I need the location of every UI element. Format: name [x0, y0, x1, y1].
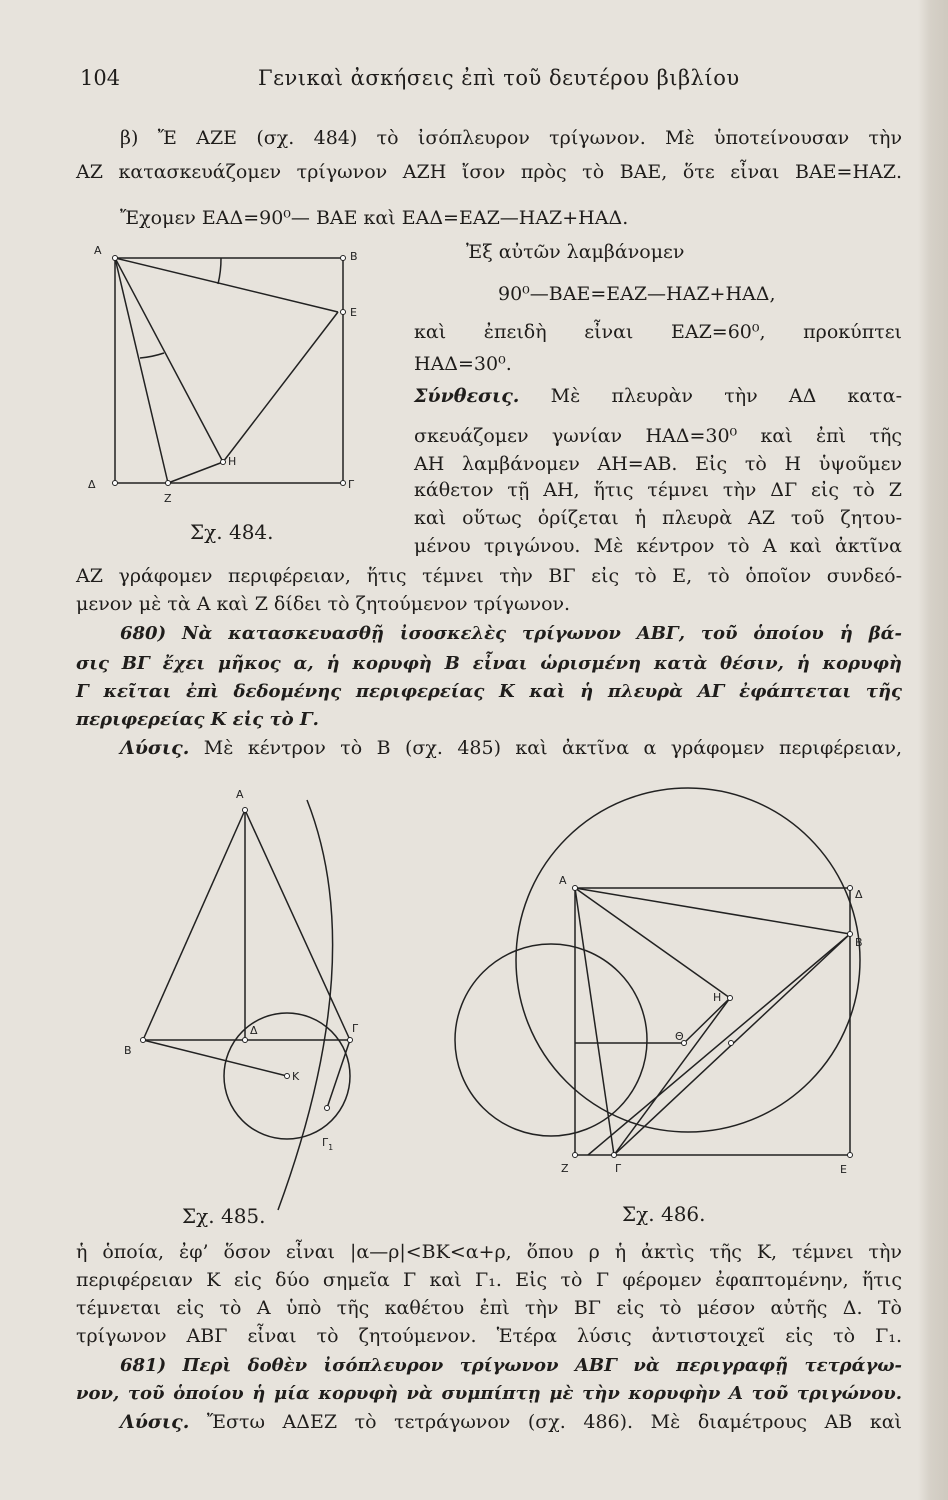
square-shape — [115, 258, 343, 483]
label-H: Η — [713, 991, 722, 1004]
label-B: Β — [855, 936, 863, 949]
text-line: τρίγωνον ΑΒΓ εἶναι τὸ ζητούμενον. Ἑτέρα λύσις ἀντιστοιχεῖ εἰς τὸ Γ₁. — [76, 1325, 902, 1347]
problem-680-line: περιφερείας Κ εἰς τὸ Γ. — [76, 709, 319, 730]
text-line: 90⁰—ΒΑΕ=ΕΑΖ—ΗΑΖ+ΗΑΔ, — [498, 283, 776, 305]
text-line: Λύσις. Μὲ κέντρον τὸ Β (σχ. 485) καὶ ἀκτῖνα α γράφομεν περιφέρειαν, — [120, 737, 902, 759]
text-line: καὶ οὕτως ὁρίζεται ἡ πλευρὰ ΑΖ τοῦ ζητου- — [414, 507, 902, 529]
text-line: ΑΗ λαμβάνομεν ΑΗ=ΑΒ. Εἰς τὸ Η ὑψοῦμεν — [414, 453, 902, 475]
label-E: Ε — [840, 1163, 847, 1176]
text-line: μενον μὲ τὰ Α καὶ Ζ δίδει τὸ ζητούμενον τρίγωνον. — [76, 593, 571, 615]
segment-AB — [575, 888, 850, 934]
label-Z: Ζ — [164, 492, 172, 505]
side-AB — [143, 810, 245, 1040]
segment-AH — [115, 258, 223, 462]
circle-AB — [516, 788, 860, 1132]
angle-arc — [218, 258, 221, 284]
text-line: τέμνεται εἰς τὸ Α ὑπὸ τῆς καθέτου ἐπὶ τὴν ΒΓ εἰς τὸ μέσον αὐτῆς Δ. Τὸ — [76, 1297, 902, 1319]
text-line: σκευάζομεν γωνίαν ΗΑΔ=30⁰ καὶ ἐπὶ τῆς — [414, 425, 902, 447]
text-line: κάθετον τῇ ΑΗ, ἥτις τέμνει τὴν ΔΓ εἰς τὸ Ζ — [414, 479, 902, 501]
label-E: Ε — [350, 306, 357, 319]
segment-HE — [223, 312, 338, 462]
caption-fig-484: Σχ. 484. — [190, 520, 274, 544]
problem-680-line: 680) Νὰ κατασκευασθῇ ἰσοσκελὲς τρίγωνον ΑΒΓ, τοῦ ὁποίου ἡ βά- — [120, 623, 902, 644]
problem-680-line: Γ κεῖται ἐπὶ δεδομένης περιφερείας Κ καὶ ἡ πλευρὰ ΑΓ ἐφάπτεται τῆς — [76, 681, 902, 702]
text-line: Σύνθεσις. Μὲ πλευρὰν τὴν ΑΔ κατα- — [414, 385, 902, 407]
caption-fig-485: Σχ. 485. — [182, 1204, 266, 1228]
text-line: περιφέρειαν Κ εἰς δύο σημεῖα Γ καὶ Γ₁. Εἰς τὸ Γ φέρομεν ἐφαπτομένην, ἥτις — [76, 1269, 902, 1291]
segment-BK — [143, 1040, 287, 1076]
angle-arc — [140, 353, 164, 358]
segment-AE — [115, 258, 338, 312]
text-line: μένου τριγώνου. Μὲ κέντρον τὸ Α καὶ ἀκτῖνα — [414, 535, 902, 557]
segment-AZ — [115, 258, 168, 483]
segment-AG — [575, 888, 614, 1155]
text-line: ΑΖ κατασκευάζομεν τρίγωνον ΑΖΗ ἴσον πρὸς τὸ ΒΑΕ, ὅτε εἶναι ΒΑΕ=ΗΑΖ. — [76, 161, 902, 183]
label-G: Γ — [352, 1022, 359, 1035]
page-edge — [918, 0, 948, 1500]
side-AG — [245, 810, 350, 1040]
segment-ZH — [168, 462, 223, 483]
text-line: Λύσις. Ἔστω ΑΔΕΖ τὸ τετράγωνον (σχ. 486). Μὲ διαμέτρους ΑΒ καὶ — [120, 1411, 902, 1433]
label-G: Γ — [615, 1162, 622, 1175]
figure-486 — [455, 760, 875, 1200]
text-line: Ἔχομεν ΕΑΔ=90⁰— ΒΑΕ καὶ ΕΑΔ=ΕΑΖ—ΗΑΖ+ΗΑΔ. — [120, 207, 629, 229]
label-D: Δ — [250, 1024, 258, 1037]
text-line: ἡ ὁποία, ἐφ’ ὅσον εἶναι |α—ρ|<ΒΚ<α+ρ, ὅπου ρ ἡ ἀκτὶς τῆς Κ, τέμνει τὴν — [76, 1241, 902, 1263]
label-synthesis: Σύνθεσις. — [414, 385, 520, 407]
text-line: Ἐξ αὐτῶν λαμβάνομεν — [466, 241, 685, 263]
label-G: Γ — [348, 478, 355, 491]
text-line: ΗΑΔ=30⁰. — [414, 353, 512, 375]
label-D: Δ — [855, 888, 863, 901]
label-B: Β — [350, 250, 358, 263]
circle-small — [455, 944, 647, 1136]
figure-485 — [110, 780, 370, 1220]
figure-484 — [80, 236, 400, 526]
problem-681-line: 681) Περὶ δοθὲν ἰσόπλευρον τρίγωνον ΑΒΓ νὰ περιγραφῇ τετράγω- — [120, 1355, 902, 1376]
running-title: Γενικαὶ ἀσκήσεις ἐπὶ τοῦ δευτέρου βιβλίου — [258, 66, 740, 90]
problem-680-line: σις ΒΓ ἔχει μῆκος α, ἡ κορυφὴ Β εἶναι ὡρισμένη κατὰ θέσιν, ἡ κορυφὴ — [76, 653, 902, 674]
label-H: Η — [228, 455, 237, 468]
text-line: ΑΖ γράφομεν περιφέρειαν, ἥτις τέμνει τὴν ΒΓ εἰς τὸ Ε, τὸ ὁποῖον συνδεό- — [76, 565, 902, 587]
segment-ThH — [684, 998, 730, 1043]
segment-ZB — [588, 934, 850, 1155]
problem-681-line: νον, τοῦ ὁποίου ἡ μία κορυφὴ νὰ συμπίπτῃ μὲ τὴν κορυφὴν Α τοῦ τριγώνου. — [76, 1383, 902, 1404]
text-line: καὶ ἐπειδὴ εἶναι ΕΑΖ=60⁰, προκύπτει — [414, 321, 902, 343]
text-line: β) Ἔ ΑΖΕ (σχ. 484) τὸ ἰσόπλευρον τρίγωνον. Μὲ ὑποτείνουσαν τὴν — [120, 127, 902, 149]
label-G1: $\Gamma_1$ — [322, 1136, 334, 1152]
page-number: 104 — [80, 66, 121, 90]
label-A: Α — [94, 244, 102, 257]
label-A: Α — [559, 874, 567, 887]
caption-fig-486: Σχ. 486. — [622, 1202, 706, 1226]
label-D: Δ — [88, 478, 96, 491]
label-K: Κ — [292, 1070, 300, 1083]
label-solution: Λύσις. — [120, 737, 190, 759]
label-Z: Ζ — [561, 1162, 569, 1175]
label-Th: Θ — [675, 1030, 684, 1043]
label-solution: Λύσις. — [120, 1411, 190, 1433]
label-A: Α — [236, 788, 244, 801]
label-B: Β — [124, 1044, 132, 1057]
segment-AH — [575, 888, 730, 998]
